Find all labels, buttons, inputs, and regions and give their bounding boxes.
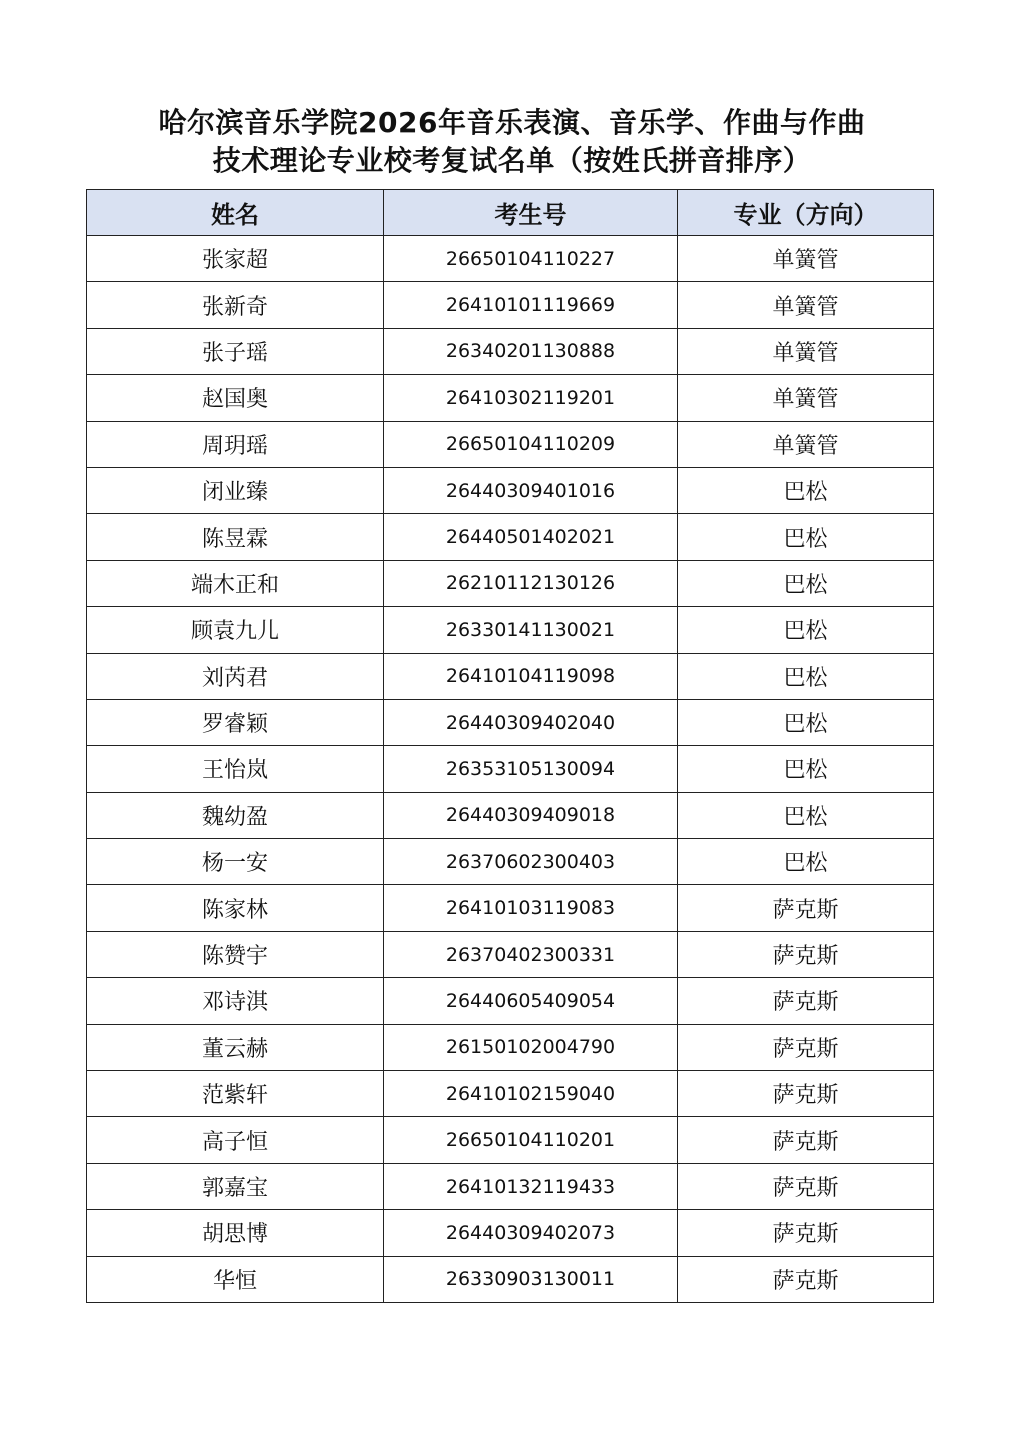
table-row bbox=[87, 560, 934, 606]
cell-exam-id: 26410104119098 bbox=[384, 653, 678, 699]
table-row bbox=[87, 792, 934, 838]
table-row bbox=[87, 931, 934, 977]
candidate-table bbox=[86, 189, 934, 1303]
table-row bbox=[87, 1024, 934, 1070]
cell-name: 范紫轩 bbox=[87, 1071, 384, 1117]
cell-major: 萨克斯 bbox=[678, 1071, 934, 1117]
cell-major: 巴松 bbox=[678, 746, 934, 792]
cell-name: 胡思博 bbox=[87, 1210, 384, 1256]
cell-name: 周玥瑶 bbox=[87, 421, 384, 467]
table-row bbox=[87, 375, 934, 421]
cell-major: 单簧管 bbox=[678, 375, 934, 421]
cell-name: 陈赞宇 bbox=[87, 931, 384, 977]
cell-exam-id: 26440309402040 bbox=[384, 699, 678, 745]
table-row bbox=[87, 653, 934, 699]
cell-major: 巴松 bbox=[678, 653, 934, 699]
cell-major: 巴松 bbox=[678, 560, 934, 606]
cell-exam-id: 26330141130021 bbox=[384, 607, 678, 653]
title-line-1: 哈尔滨音乐学院2026年音乐表演、音乐学、作曲与作曲 bbox=[158, 106, 866, 139]
cell-exam-id: 26440309409018 bbox=[384, 792, 678, 838]
table-row bbox=[87, 282, 934, 328]
cell-exam-id: 26410102159040 bbox=[384, 1071, 678, 1117]
cell-name: 杨一安 bbox=[87, 839, 384, 885]
title-line-2: 技术理论专业校考复试名单（按姓氏拼音排序） bbox=[212, 144, 812, 177]
table-row bbox=[87, 1163, 934, 1209]
table-row bbox=[87, 514, 934, 560]
cell-major: 萨克斯 bbox=[678, 978, 934, 1024]
table-row bbox=[87, 1256, 934, 1302]
cell-name: 端木正和 bbox=[87, 560, 384, 606]
cell-exam-id: 26440501402021 bbox=[384, 514, 678, 560]
cell-name: 刘芮君 bbox=[87, 653, 384, 699]
document-title bbox=[0, 104, 1024, 180]
cell-name: 董云赫 bbox=[87, 1024, 384, 1070]
table-row bbox=[87, 978, 934, 1024]
cell-exam-id: 26210112130126 bbox=[384, 560, 678, 606]
cell-exam-id: 26330903130011 bbox=[384, 1256, 678, 1302]
cell-exam-id: 26150102004790 bbox=[384, 1024, 678, 1070]
cell-name: 华恒 bbox=[87, 1256, 384, 1302]
cell-exam-id: 26410103119083 bbox=[384, 885, 678, 931]
table-row bbox=[87, 607, 934, 653]
cell-name: 张新奇 bbox=[87, 282, 384, 328]
cell-name: 陈昱霖 bbox=[87, 514, 384, 560]
table-row bbox=[87, 839, 934, 885]
table-row bbox=[87, 421, 934, 467]
cell-major: 巴松 bbox=[678, 514, 934, 560]
cell-exam-id: 26370602300403 bbox=[384, 839, 678, 885]
cell-major: 单簧管 bbox=[678, 421, 934, 467]
table-row bbox=[87, 699, 934, 745]
cell-exam-id: 26650104110209 bbox=[384, 421, 678, 467]
cell-exam-id: 26370402300331 bbox=[384, 931, 678, 977]
header-exam-id: 考生号 bbox=[384, 190, 678, 236]
cell-name: 张子瑶 bbox=[87, 328, 384, 374]
table-row bbox=[87, 467, 934, 513]
table-row bbox=[87, 885, 934, 931]
cell-name: 赵国奥 bbox=[87, 375, 384, 421]
cell-name: 邓诗淇 bbox=[87, 978, 384, 1024]
cell-exam-id: 26650104110201 bbox=[384, 1117, 678, 1163]
cell-major: 萨克斯 bbox=[678, 1024, 934, 1070]
table-row bbox=[87, 236, 934, 282]
header-name: 姓名 bbox=[87, 190, 384, 236]
cell-major: 萨克斯 bbox=[678, 885, 934, 931]
cell-name: 闭业臻 bbox=[87, 467, 384, 513]
cell-name: 陈家林 bbox=[87, 885, 384, 931]
cell-major: 萨克斯 bbox=[678, 1256, 934, 1302]
table-body bbox=[87, 236, 934, 1303]
cell-name: 王怡岚 bbox=[87, 746, 384, 792]
cell-major: 巴松 bbox=[678, 792, 934, 838]
cell-name: 张家超 bbox=[87, 236, 384, 282]
cell-major: 萨克斯 bbox=[678, 1163, 934, 1209]
table-header-row bbox=[87, 190, 934, 236]
table-row bbox=[87, 1071, 934, 1117]
cell-major: 巴松 bbox=[678, 839, 934, 885]
cell-major: 单簧管 bbox=[678, 328, 934, 374]
cell-exam-id: 26410101119669 bbox=[384, 282, 678, 328]
cell-name: 魏幼盈 bbox=[87, 792, 384, 838]
cell-exam-id: 26440309402073 bbox=[384, 1210, 678, 1256]
cell-major: 萨克斯 bbox=[678, 1210, 934, 1256]
table-row bbox=[87, 746, 934, 792]
cell-name: 高子恒 bbox=[87, 1117, 384, 1163]
cell-exam-id: 26410132119433 bbox=[384, 1163, 678, 1209]
header-major: 专业（方向） bbox=[678, 190, 934, 236]
cell-exam-id: 26410302119201 bbox=[384, 375, 678, 421]
table-row bbox=[87, 1210, 934, 1256]
table-row bbox=[87, 1117, 934, 1163]
cell-exam-id: 26440309401016 bbox=[384, 467, 678, 513]
cell-major: 萨克斯 bbox=[678, 1117, 934, 1163]
cell-major: 单簧管 bbox=[678, 236, 934, 282]
cell-major: 萨克斯 bbox=[678, 931, 934, 977]
cell-major: 单簧管 bbox=[678, 282, 934, 328]
cell-major: 巴松 bbox=[678, 699, 934, 745]
cell-name: 罗睿颖 bbox=[87, 699, 384, 745]
table-row bbox=[87, 328, 934, 374]
cell-exam-id: 26440605409054 bbox=[384, 978, 678, 1024]
cell-exam-id: 26650104110227 bbox=[384, 236, 678, 282]
cell-name: 顾袁九儿 bbox=[87, 607, 384, 653]
cell-major: 巴松 bbox=[678, 607, 934, 653]
cell-exam-id: 26340201130888 bbox=[384, 328, 678, 374]
cell-name: 郭嘉宝 bbox=[87, 1163, 384, 1209]
cell-exam-id: 26353105130094 bbox=[384, 746, 678, 792]
cell-major: 巴松 bbox=[678, 467, 934, 513]
